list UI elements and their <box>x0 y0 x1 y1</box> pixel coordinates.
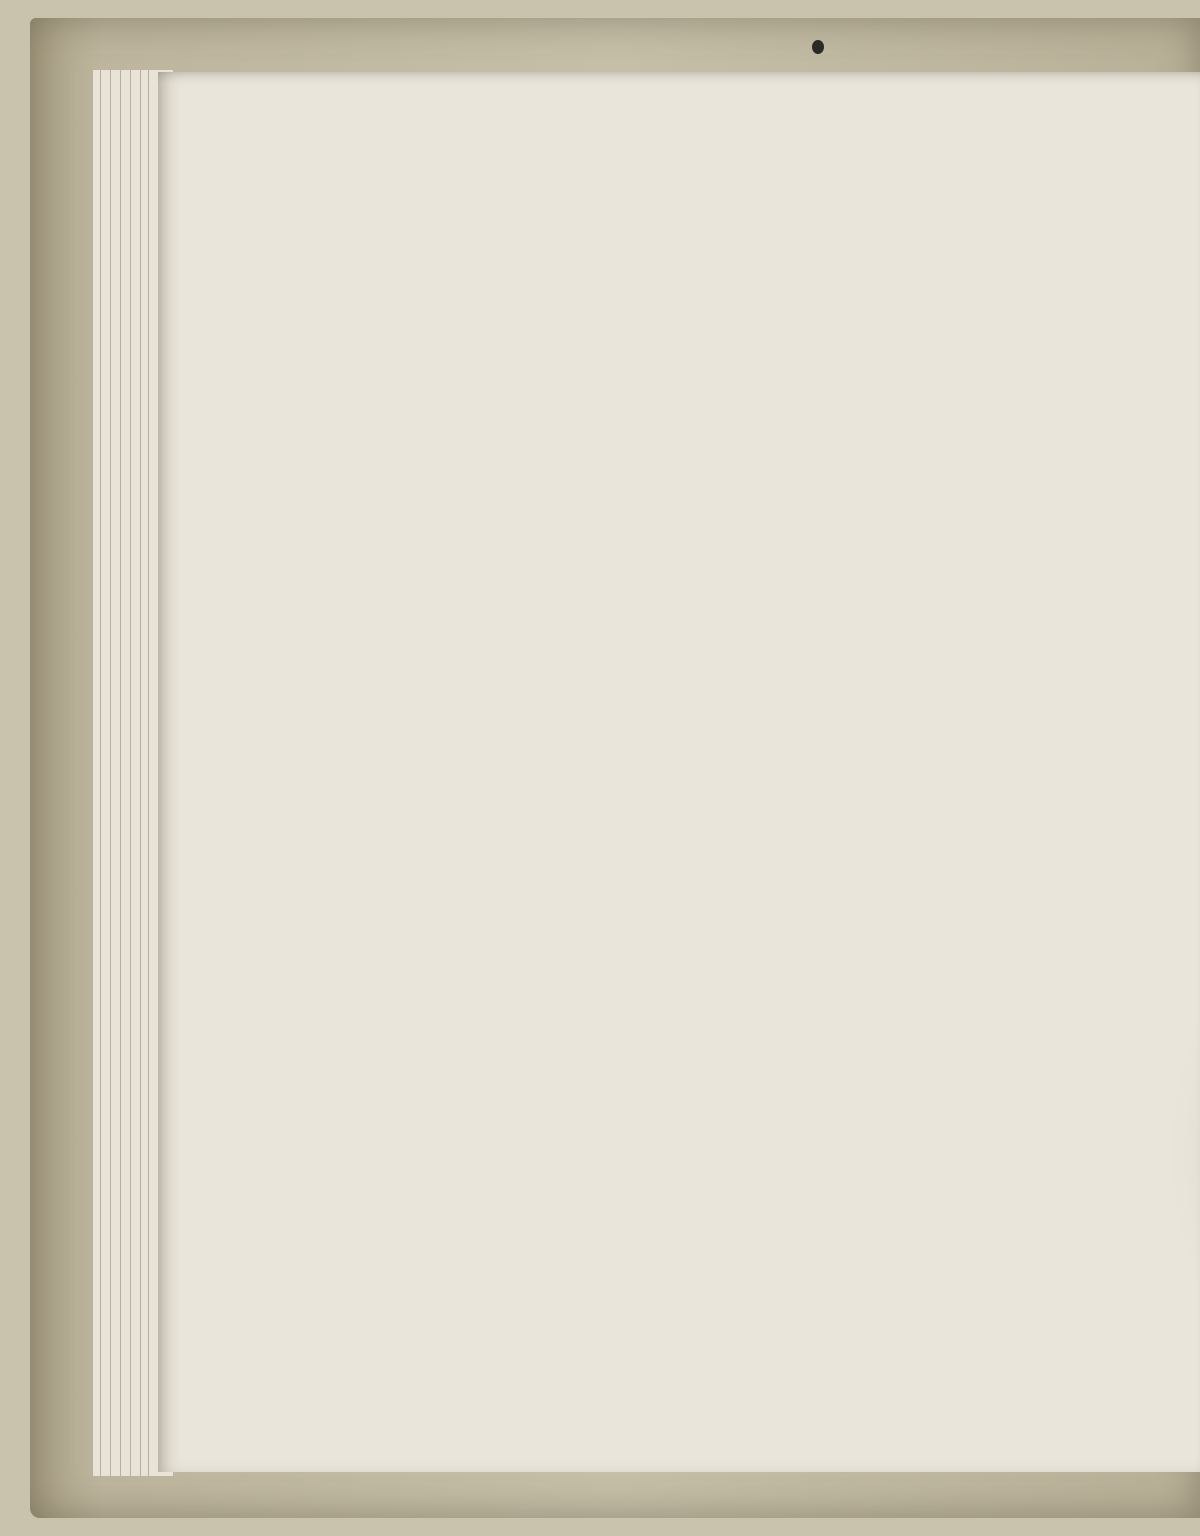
clasp-hole <box>812 40 824 54</box>
ink-bleed-through <box>1168 952 1200 1352</box>
book-page <box>158 72 1200 1472</box>
